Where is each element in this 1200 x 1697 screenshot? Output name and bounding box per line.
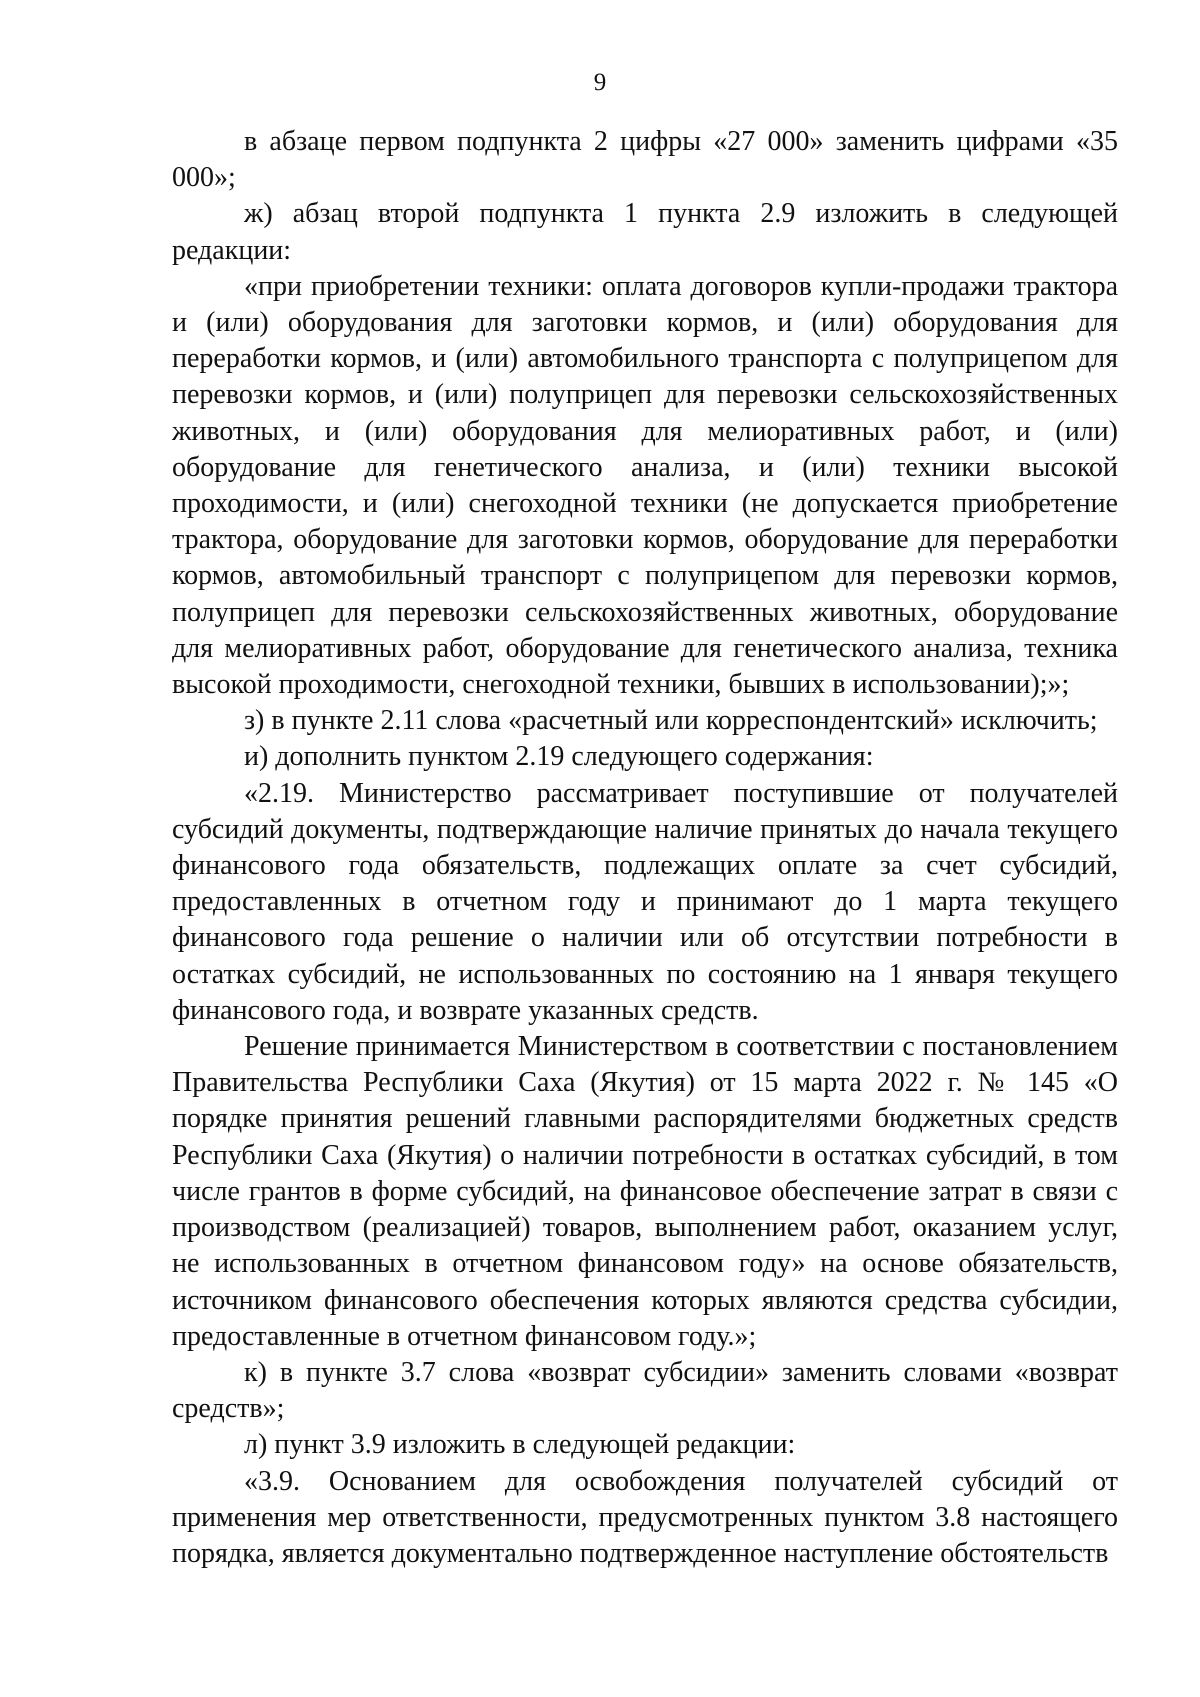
paragraph-amendment-l: л) пункт 3.9 изложить в следующей редакции: bbox=[244, 1429, 796, 1461]
paragraph-clause-3-9: «3.9. Основанием для освобождения получателей субсидий от применения мер ответственности, предусмотренных пунктом 3.8 настоящего порядка, является документально подтвержденное наступление обстоятельств bbox=[172, 1465, 1118, 1569]
paragraph-amendment-i: и) дополнить пунктом 2.19 следующего содержания: bbox=[244, 741, 874, 773]
paragraph-equipment-purchase: «при приобретении техники: оплата договоров купли-продажи трактора и (или) оборудования для заготовки кормов, и (или) оборудования для переработки кормов, и (или) автомобильного транспорта с полуприцепом для перевозки кормов, и (или) полуприцеп для перевозки сельскохозяйственных животных, и (или) оборудования для мелиоративных работ, и (или) оборудование для генетического анализа, и (или) техники высокой проходимости, и (или) снегоходной техники (не допускается приобретение трактора, оборудование для заготовки кормов, оборудование для переработки кормов, автомобильный транспорт с полуприцепом для перевозки кормов, полуприцеп для перевозки сельскохозяйственных животных, оборудование для мелиоративных работ, оборудование для генетического анализа, техника высокой проходимости, снегоходной техники, бывших в использовании);»; bbox=[172, 270, 1118, 701]
paragraph-amendment-k: к) в пункте 3.7 слова «возврат субсидии» заменить словами «возврат средств»; bbox=[172, 1356, 1118, 1425]
paragraph-amendment-z: з) в пункте 2.11 слова «расчетный или корреспондентский» исключить; bbox=[244, 705, 1098, 737]
paragraph-amount-change: в абзаце первом подпункта 2 цифры «27 000» заменить цифрами «35 000»; bbox=[172, 126, 1118, 194]
document-body bbox=[172, 124, 1118, 1572]
paragraph-amendment-zh: ж) абзац второй подпункта 1 пункта 2.9 изложить в следующей редакции: bbox=[172, 198, 1118, 266]
paragraph-clause-2-19: «2.19. Министерство рассматривает поступившие от получателей субсидий документы, подтверждающие наличие принятых до начала текущего финансового года обязательств, подлежащих оплате за счет субсидий, предоставленных в отчетном году и принимают до 1 марта текущего финансового года решение о наличии или об отсутствии потребности в остатках субсидий, не использованных по состоянию на 1 января текущего финансового года, и возврате указанных средств. bbox=[172, 777, 1118, 1026]
page-number: 9 bbox=[593, 69, 607, 96]
paragraph-decision: Решение принимается Министерством в соответствии с постановлением Правительства Республики Саха (Якутия) от 15 марта 2022 г. № 145 «О порядке принятия решений главными распорядителями бюджетных средств Республики Саха (Якутия) о наличии потребности в остатках субсидий, в том числе грантов в форме субсидий, на финансовое обеспечение затрат в связи с производством (реализацией) товаров, выполнением работ, оказанием услуг, не использованных в отчетном финансовом году» на основе обязательств, источником финансового обеспечения которых являются средства субсидии, предоставленные в отчетном финансовом году.»; bbox=[172, 1031, 1118, 1352]
